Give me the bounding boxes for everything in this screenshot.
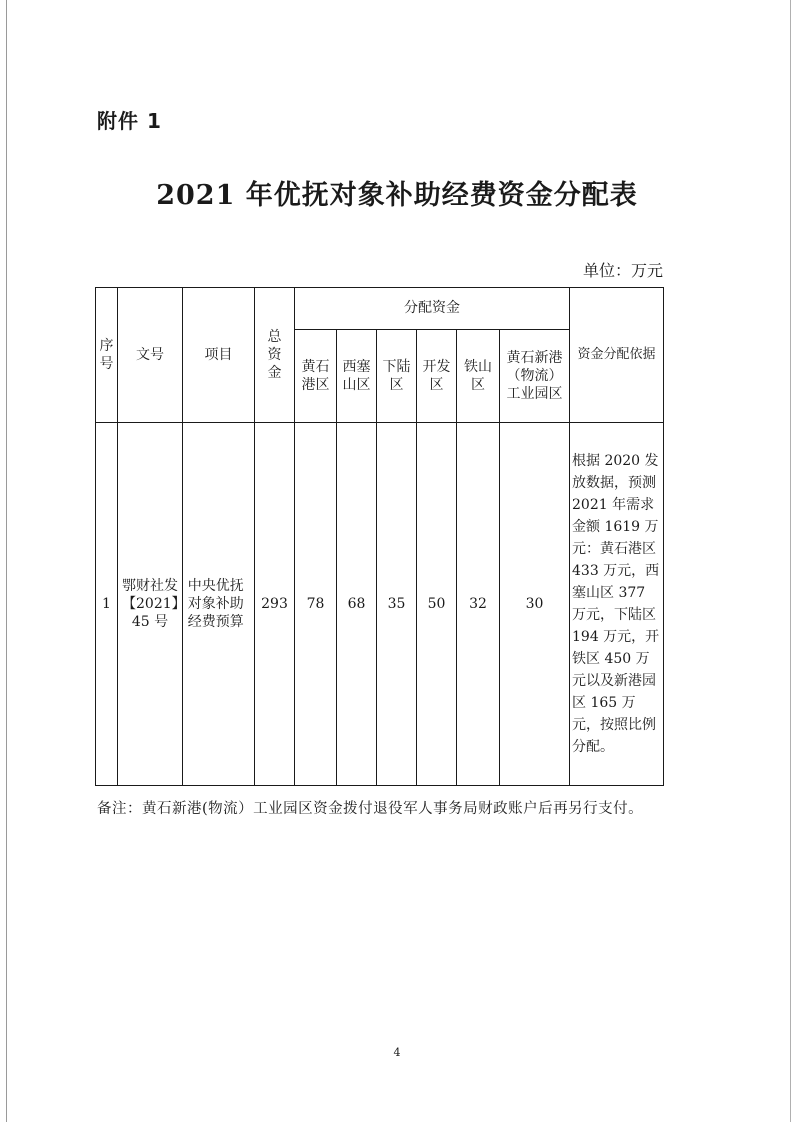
header-doc-no: 文号 xyxy=(118,288,183,423)
header-allocation-group: 分配资金 xyxy=(295,288,570,330)
header-district-xialu: 下陆区 xyxy=(377,330,417,423)
cell-value-tieshan: 32 xyxy=(457,423,500,786)
cell-value-huangshigang: 78 xyxy=(295,423,337,786)
attachment-label: 附件 1 xyxy=(97,109,162,133)
header-district-xisaishan: 西塞山区 xyxy=(337,330,377,423)
cell-total: 293 xyxy=(255,423,295,786)
header-basis: 资金分配依据 xyxy=(570,288,664,423)
cell-value-xingang: 30 xyxy=(500,423,570,786)
cell-value-xisaishan: 68 xyxy=(337,423,377,786)
cell-value-xialu: 35 xyxy=(377,423,417,786)
unit-label: 单位：万元 xyxy=(582,261,663,280)
header-district-huangshigang: 黄石港区 xyxy=(295,330,337,423)
cell-project: 中央优抚对象补助经费预算 xyxy=(183,423,255,786)
header-district-kaifa: 开发区 xyxy=(417,330,457,423)
table-row xyxy=(96,423,664,786)
allocation-table xyxy=(95,287,664,786)
header-total: 总资金 xyxy=(255,288,295,423)
scan-edge-right xyxy=(790,0,791,1122)
header-seq: 序号 xyxy=(96,288,118,423)
footnote: 备注：黄石新港(物流）工业园区资金拨付退役军人事务局财政账户后再另行支付。 xyxy=(97,801,644,817)
cell-doc-no: 鄂财社发【2021】45 号 xyxy=(118,423,183,786)
header-district-xingang: 黄石新港（物流）工业园区 xyxy=(500,330,570,423)
scan-edge-left xyxy=(6,0,7,1122)
cell-basis: 根据 2020 发放数据，预测 2021 年需求金额 1619 万元：黄石港区 433 万元，西塞山区 377 万元，下陆区 194 万元，开铁区 450 万元以及新港园区 165 万元，按照比例分配。 xyxy=(570,423,664,786)
page-title: 2021 年优抚对象补助经费资金分配表 xyxy=(156,180,638,211)
page-number: 4 xyxy=(393,1046,401,1059)
header-row-1 xyxy=(96,288,664,330)
header-district-tieshan: 铁山区 xyxy=(457,330,500,423)
cell-value-kaifa: 50 xyxy=(417,423,457,786)
cell-seq: 1 xyxy=(96,423,118,786)
header-project: 项目 xyxy=(183,288,255,423)
